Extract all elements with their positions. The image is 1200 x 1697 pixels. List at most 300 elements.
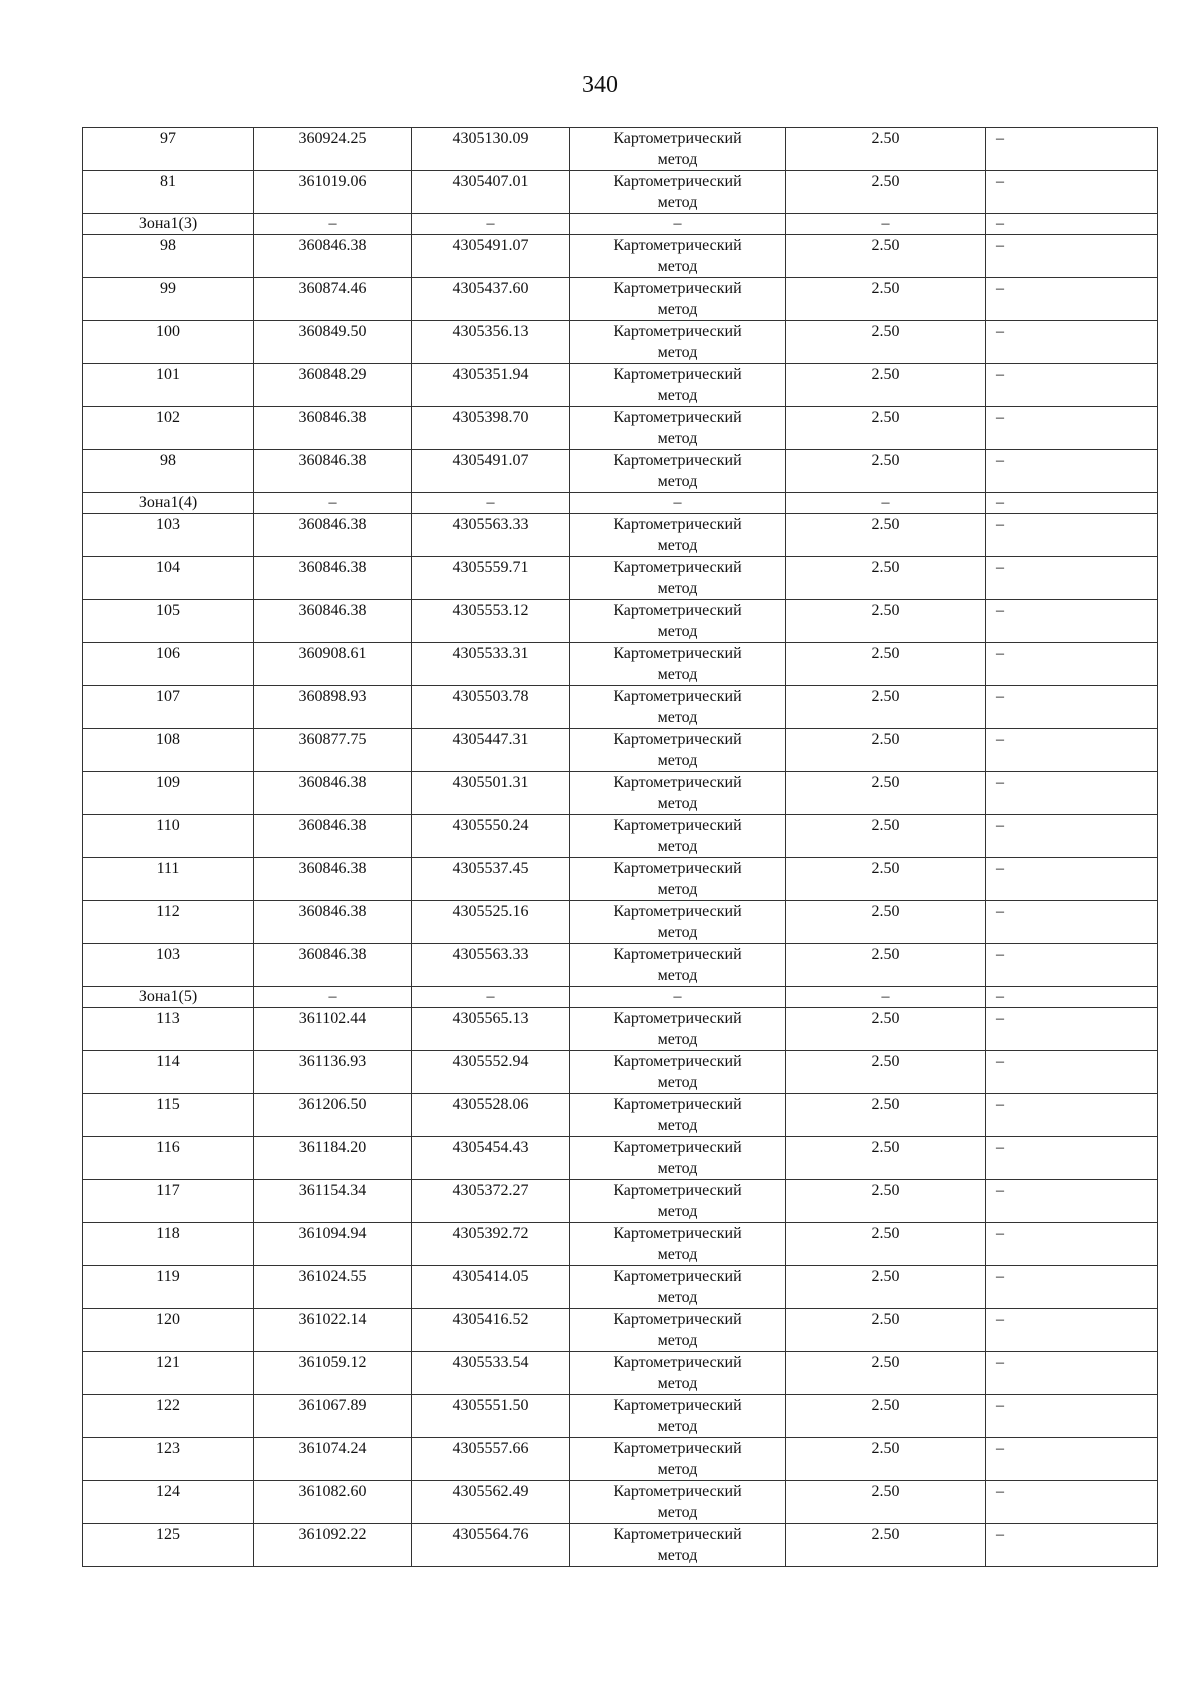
cell-y-coordinate: 4305414.05 [412,1266,570,1309]
method-line: Картометрический [613,1354,742,1371]
cell-point-number: 100 [83,321,254,364]
cell-accuracy: 2.50 [786,1051,986,1094]
method-line: метод [657,967,698,984]
cell-accuracy: 2.50 [786,901,986,944]
cell-point-number: 99 [83,278,254,321]
cell-accuracy: 2.50 [786,364,986,407]
cell-accuracy: 2.50 [786,450,986,493]
cell-description: – [986,557,1158,600]
cell-y-coordinate: 4305559.71 [412,557,570,600]
cell-method [570,214,786,235]
cell-method [570,171,786,214]
cell-point-number: 109 [83,772,254,815]
method-line: метод [657,473,698,490]
cell-point-number: 113 [83,1008,254,1051]
cell-accuracy: 2.50 [786,772,986,815]
cell-description: – [986,1051,1158,1094]
cell-point-number: 98 [83,450,254,493]
table-row [83,1438,1158,1481]
cell-description: – [986,987,1158,1008]
table-row [83,1395,1158,1438]
method-line: Картометрический [613,645,742,662]
method-line: метод [657,301,698,318]
cell-accuracy: 2.50 [786,815,986,858]
cell-y-coordinate: 4305525.16 [412,901,570,944]
cell-method [570,1008,786,1051]
cell-y-coordinate: 4305407.01 [412,171,570,214]
table-row [83,1223,1158,1266]
method-line: метод [657,1418,698,1435]
method-line: метод [657,1074,698,1091]
cell-y-coordinate: 4305533.54 [412,1352,570,1395]
cell-y-coordinate: 4305503.78 [412,686,570,729]
table-row [83,171,1158,214]
cell-accuracy: 2.50 [786,600,986,643]
table-row [83,557,1158,600]
cell-point-number: 106 [83,643,254,686]
cell-point-number: 110 [83,815,254,858]
method-line: Картометрический [613,774,742,791]
cell-description: – [986,1094,1158,1137]
cell-method [570,1266,786,1309]
cell-accuracy: – [786,493,986,514]
cell-method [570,321,786,364]
cell-method [570,557,786,600]
zone-header-row [83,214,1158,235]
table-row [83,1051,1158,1094]
cell-description: – [986,729,1158,772]
table-row [83,514,1158,557]
cell-accuracy: 2.50 [786,1352,986,1395]
cell-point-number: 116 [83,1137,254,1180]
cell-method [570,364,786,407]
cell-x-coordinate: 361024.55 [254,1266,412,1309]
cell-method [570,1395,786,1438]
table-row [83,407,1158,450]
zone-header-row [83,493,1158,514]
cell-x-coordinate: 361184.20 [254,1137,412,1180]
page-number: 340 [582,72,618,98]
cell-point-number: 111 [83,858,254,901]
cell-accuracy: – [786,214,986,235]
method-line: метод [657,752,698,769]
cell-accuracy: 2.50 [786,1395,986,1438]
cell-method [570,858,786,901]
method-line: метод [657,1461,698,1478]
cell-x-coordinate: 360846.38 [254,772,412,815]
cell-y-coordinate: 4305398.70 [412,407,570,450]
cell-method [570,1438,786,1481]
cell-method [570,1051,786,1094]
cell-method [570,987,786,1008]
cell-y-coordinate: 4305564.76 [412,1524,570,1567]
cell-method [570,514,786,557]
cell-y-coordinate: 4305563.33 [412,514,570,557]
cell-accuracy: 2.50 [786,514,986,557]
cell-description: – [986,1438,1158,1481]
cell-point-number: 104 [83,557,254,600]
cell-accuracy: 2.50 [786,1180,986,1223]
cell-x-coordinate: 360846.38 [254,450,412,493]
cell-accuracy: 2.50 [786,729,986,772]
cell-point-number: 125 [83,1524,254,1567]
method-line: Картометрический [613,452,742,469]
cell-method [570,643,786,686]
cell-y-coordinate: 4305491.07 [412,235,570,278]
cell-description: – [986,944,1158,987]
cell-description: – [986,1266,1158,1309]
method-line: Картометрический [613,946,742,963]
cell-point-number: 107 [83,686,254,729]
method-line: – [673,988,682,1005]
table-row [83,1008,1158,1051]
cell-method [570,1481,786,1524]
cell-y-coordinate: 4305565.13 [412,1008,570,1051]
cell-description: – [986,450,1158,493]
cell-description: – [986,514,1158,557]
cell-description: – [986,278,1158,321]
method-line: Картометрический [613,903,742,920]
zone-header-row [83,987,1158,1008]
cell-accuracy: 2.50 [786,278,986,321]
method-line: метод [657,1203,698,1220]
method-line: метод [657,1160,698,1177]
cell-y-coordinate: 4305416.52 [412,1309,570,1352]
method-line: Картометрический [613,1225,742,1242]
cell-description: – [986,1008,1158,1051]
method-line: Картометрический [613,173,742,190]
table-row [83,1352,1158,1395]
method-line: метод [657,258,698,275]
method-line: метод [657,580,698,597]
method-line: Картометрический [613,237,742,254]
cell-point-number: 114 [83,1051,254,1094]
cell-x-coordinate: 360848.29 [254,364,412,407]
cell-x-coordinate: 360846.38 [254,600,412,643]
table-row [83,1137,1158,1180]
cell-y-coordinate: 4305491.07 [412,450,570,493]
method-line: Картометрический [613,516,742,533]
cell-x-coordinate: 360846.38 [254,514,412,557]
method-line: метод [657,924,698,941]
cell-point-number: 115 [83,1094,254,1137]
cell-method [570,729,786,772]
method-line: – [673,215,682,232]
method-line: Картометрический [613,731,742,748]
method-line: метод [657,1031,698,1048]
cell-y-coordinate: 4305551.50 [412,1395,570,1438]
method-line: Картометрический [613,1483,742,1500]
cell-y-coordinate: 4305372.27 [412,1180,570,1223]
cell-y-coordinate: – [412,493,570,514]
cell-point-number: 118 [83,1223,254,1266]
table-row [83,235,1158,278]
cell-description: – [986,493,1158,514]
cell-point-number: 105 [83,600,254,643]
cell-x-coordinate: 360908.61 [254,643,412,686]
cell-point-number: 124 [83,1481,254,1524]
cell-point-number: Зона1(3) [83,214,254,235]
table-body [83,128,1158,1567]
cell-method [570,686,786,729]
table-row [83,901,1158,944]
cell-description: – [986,1481,1158,1524]
cell-accuracy: 2.50 [786,1481,986,1524]
cell-method [570,1137,786,1180]
table-row [83,858,1158,901]
method-line: метод [657,1117,698,1134]
method-line: Картометрический [613,1139,742,1156]
table-row [83,600,1158,643]
cell-method [570,1352,786,1395]
table-row [83,944,1158,987]
cell-y-coordinate: 4305351.94 [412,364,570,407]
method-line: метод [657,1547,698,1564]
cell-method [570,407,786,450]
table-row [83,1524,1158,1567]
cell-x-coordinate: 361082.60 [254,1481,412,1524]
cell-x-coordinate: 360846.38 [254,815,412,858]
cell-accuracy: 2.50 [786,557,986,600]
cell-accuracy: 2.50 [786,1008,986,1051]
cell-point-number: 102 [83,407,254,450]
cell-point-number: 121 [83,1352,254,1395]
cell-accuracy: 2.50 [786,1309,986,1352]
cell-method [570,600,786,643]
cell-description: – [986,128,1158,171]
method-line: Картометрический [613,366,742,383]
table-row [83,815,1158,858]
table-row [83,1266,1158,1309]
cell-y-coordinate: 4305553.12 [412,600,570,643]
cell-method [570,450,786,493]
cell-y-coordinate: 4305550.24 [412,815,570,858]
cell-accuracy: 2.50 [786,1223,986,1266]
cell-method [570,944,786,987]
table-row [83,643,1158,686]
cell-x-coordinate: – [254,493,412,514]
cell-y-coordinate: 4305528.06 [412,1094,570,1137]
cell-point-number: 108 [83,729,254,772]
table-row [83,1180,1158,1223]
cell-accuracy: 2.50 [786,128,986,171]
cell-method [570,235,786,278]
cell-point-number: 103 [83,944,254,987]
cell-description: – [986,321,1158,364]
cell-description: – [986,214,1158,235]
coordinates-table [82,127,1158,1567]
cell-y-coordinate: – [412,214,570,235]
table-row [83,128,1158,171]
method-line: метод [657,194,698,211]
cell-point-number: 103 [83,514,254,557]
cell-y-coordinate: 4305392.72 [412,1223,570,1266]
cell-x-coordinate: – [254,987,412,1008]
method-line: метод [657,881,698,898]
method-line: Картометрический [613,130,742,147]
cell-x-coordinate: 361136.93 [254,1051,412,1094]
cell-y-coordinate: 4305557.66 [412,1438,570,1481]
method-line: метод [657,344,698,361]
cell-method [570,1180,786,1223]
cell-x-coordinate: 360846.38 [254,407,412,450]
cell-accuracy: 2.50 [786,858,986,901]
cell-point-number: 119 [83,1266,254,1309]
cell-point-number: 117 [83,1180,254,1223]
cell-point-number: 97 [83,128,254,171]
method-line: метод [657,795,698,812]
cell-method [570,278,786,321]
cell-accuracy: 2.50 [786,1524,986,1567]
method-line: Картометрический [613,1053,742,1070]
table-row [83,321,1158,364]
cell-description: – [986,815,1158,858]
cell-x-coordinate: 361092.22 [254,1524,412,1567]
cell-method [570,493,786,514]
cell-point-number: Зона1(5) [83,987,254,1008]
method-line: метод [657,387,698,404]
cell-x-coordinate: 360846.38 [254,858,412,901]
method-line: Картометрический [613,602,742,619]
cell-accuracy: 2.50 [786,643,986,686]
cell-point-number: 101 [83,364,254,407]
cell-accuracy: 2.50 [786,1438,986,1481]
cell-method [570,1223,786,1266]
method-line: Картометрический [613,817,742,834]
cell-description: – [986,1352,1158,1395]
method-line: метод [657,709,698,726]
cell-accuracy: 2.50 [786,944,986,987]
cell-accuracy: – [786,987,986,1008]
cell-description: – [986,1395,1158,1438]
cell-description: – [986,1137,1158,1180]
cell-accuracy: 2.50 [786,171,986,214]
cell-x-coordinate: 360846.38 [254,557,412,600]
cell-x-coordinate: 361154.34 [254,1180,412,1223]
cell-x-coordinate: 361102.44 [254,1008,412,1051]
cell-x-coordinate: 360877.75 [254,729,412,772]
method-line: Картометрический [613,1526,742,1543]
method-line: метод [657,537,698,554]
method-line: метод [657,1289,698,1306]
cell-point-number: 98 [83,235,254,278]
cell-x-coordinate: – [254,214,412,235]
cell-description: – [986,1524,1158,1567]
cell-accuracy: 2.50 [786,235,986,278]
cell-description: – [986,171,1158,214]
table-row [83,686,1158,729]
method-line: Картометрический [613,323,742,340]
cell-accuracy: 2.50 [786,1094,986,1137]
cell-x-coordinate: 361074.24 [254,1438,412,1481]
cell-x-coordinate: 361059.12 [254,1352,412,1395]
method-line: Картометрический [613,1182,742,1199]
method-line: метод [657,1504,698,1521]
cell-y-coordinate: 4305447.31 [412,729,570,772]
table-row [83,364,1158,407]
cell-method [570,128,786,171]
cell-point-number: 120 [83,1309,254,1352]
cell-method [570,1309,786,1352]
cell-accuracy: 2.50 [786,686,986,729]
method-line: Картометрический [613,1096,742,1113]
cell-description: – [986,686,1158,729]
cell-method [570,815,786,858]
method-line: Картометрический [613,1440,742,1457]
cell-point-number: 122 [83,1395,254,1438]
method-line: метод [657,666,698,683]
cell-accuracy: 2.50 [786,407,986,450]
cell-x-coordinate: 360874.46 [254,278,412,321]
cell-point-number: 112 [83,901,254,944]
table-row [83,1309,1158,1352]
cell-method [570,1094,786,1137]
method-line: Картометрический [613,409,742,426]
table-row [83,450,1158,493]
cell-description: – [986,858,1158,901]
cell-point-number: 123 [83,1438,254,1481]
method-line: Картометрический [613,280,742,297]
cell-description: – [986,1223,1158,1266]
cell-x-coordinate: 360846.38 [254,901,412,944]
cell-description: – [986,364,1158,407]
method-line: метод [657,151,698,168]
table-row [83,772,1158,815]
cell-method [570,901,786,944]
method-line: Картометрический [613,1397,742,1414]
cell-description: – [986,1309,1158,1352]
cell-x-coordinate: 361094.94 [254,1223,412,1266]
cell-x-coordinate: 361019.06 [254,171,412,214]
cell-x-coordinate: 361022.14 [254,1309,412,1352]
cell-point-number: Зона1(4) [83,493,254,514]
cell-y-coordinate: 4305454.43 [412,1137,570,1180]
cell-y-coordinate: 4305563.33 [412,944,570,987]
cell-method [570,1524,786,1567]
cell-y-coordinate: – [412,987,570,1008]
table-row [83,1094,1158,1137]
method-line: Картометрический [613,860,742,877]
method-line: Картометрический [613,1311,742,1328]
table-row [83,278,1158,321]
cell-description: – [986,1180,1158,1223]
table-row [83,729,1158,772]
method-line: Картометрический [613,1010,742,1027]
cell-y-coordinate: 4305537.45 [412,858,570,901]
table-row [83,1481,1158,1524]
cell-y-coordinate: 4305562.49 [412,1481,570,1524]
cell-x-coordinate: 360924.25 [254,128,412,171]
cell-y-coordinate: 4305437.60 [412,278,570,321]
cell-description: – [986,772,1158,815]
cell-x-coordinate: 361067.89 [254,1395,412,1438]
method-line: метод [657,1332,698,1349]
cell-accuracy: 2.50 [786,1137,986,1180]
cell-x-coordinate: 360846.38 [254,235,412,278]
method-line: Картометрический [613,688,742,705]
method-line: – [673,494,682,511]
cell-description: – [986,901,1158,944]
cell-x-coordinate: 360846.38 [254,944,412,987]
cell-description: – [986,235,1158,278]
cell-y-coordinate: 4305130.09 [412,128,570,171]
cell-accuracy: 2.50 [786,1266,986,1309]
cell-y-coordinate: 4305356.13 [412,321,570,364]
cell-point-number: 81 [83,171,254,214]
cell-x-coordinate: 360898.93 [254,686,412,729]
cell-y-coordinate: 4305533.31 [412,643,570,686]
method-line: Картометрический [613,1268,742,1285]
